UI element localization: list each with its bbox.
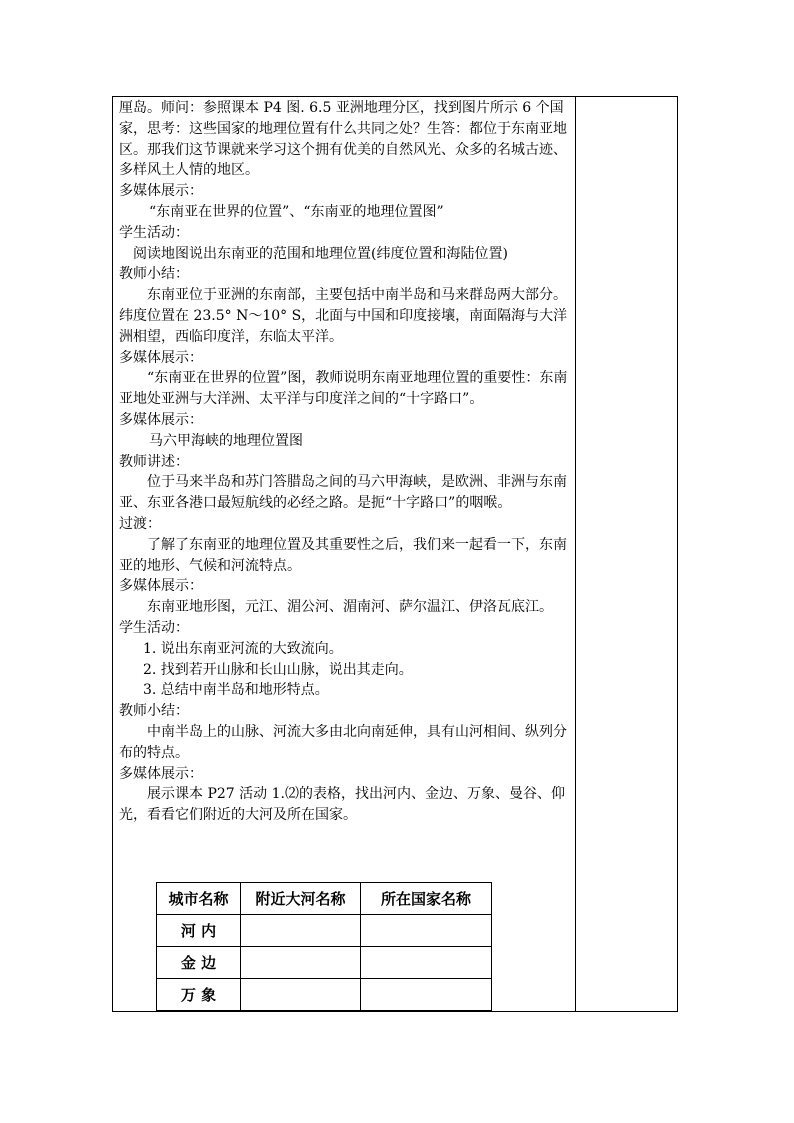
- paragraph: 位于马来半岛和苏门答腊岛之间的马六甲海峡，是欧洲、非洲与东南亚、东亚各港口最短航线的必经之路。是扼“十字路口”的咽喉。: [119, 474, 567, 512]
- column-divider: [575, 96, 576, 1012]
- lesson-paragraphs: [119, 98, 571, 639]
- list-item: 3. 总结中南半岛和地形特点。: [143, 682, 329, 699]
- header-city: 城市名称: [157, 883, 241, 915]
- lesson-content: [119, 98, 571, 826]
- list-item: 2. 找到若开山脉和长山山脉，说出其走向。: [143, 661, 413, 678]
- country-cell: [361, 915, 492, 947]
- city-cell: 万 象: [157, 979, 241, 1011]
- paragraph: 马六甲海峡的地理位置图: [149, 432, 303, 449]
- paragraph: 了解了东南亚的地理位置及其重要性之后，我们来一起看一下，东南亚的地形、气候和河流特点。: [119, 536, 567, 574]
- paragraph: 展示课本 P27 活动 1.⑵的表格，找出河内、金边、万象、曼谷、仰光，看看它们附近的大河及所在国家。: [119, 786, 565, 824]
- activity-list: [119, 639, 571, 701]
- paragraph: 教师讲述：: [119, 453, 189, 470]
- header-country: 所在国家名称: [361, 883, 492, 915]
- paragraph: 过渡：: [119, 515, 161, 532]
- paragraph: 东南亚地形图，元江、湄公河、湄南河、萨尔温江、伊洛瓦底江。: [147, 599, 553, 616]
- paragraph: 多媒体展示：: [119, 578, 203, 595]
- paragraph: 教师小结：: [119, 266, 189, 283]
- table-row: [157, 979, 492, 1011]
- paragraph: 厘岛。师问：参照课本 P4 图. 6.5 亚洲地理分区，找到图片所示 6 个国家，思考：这些国家的地理位置有什么共同之处？生答：都位于东南亚地区。那我们这节课就来学习这个拥有优美的自然风光、众多的名城古迹、多样风土人情的地区。: [119, 100, 567, 179]
- header-river: 附近大河名称: [241, 883, 361, 915]
- list-item: 1. 说出东南亚河流的大致流向。: [143, 640, 343, 657]
- paragraph: 多媒体展示：: [119, 411, 203, 428]
- lesson-paragraphs-2: [119, 701, 571, 826]
- paragraph: 中南半岛上的山脉、河流大多由北向南延伸，具有山河相间、纵列分布的特点。: [119, 723, 567, 761]
- country-cell: [361, 947, 492, 979]
- paragraph: 多媒体展示：: [119, 765, 203, 782]
- paragraph: “东南亚在世界的位置”图，教师说明东南亚地理位置的重要性：东南亚地处亚洲与大洋洲、太平洋与印度洋之间的“十字路口”。: [119, 370, 568, 408]
- river-cell: [241, 979, 361, 1011]
- paragraph: 东南亚位于亚洲的东南部，主要包括中南半岛和马来群岛两大部分。纬度位置在 23.5° N～10° S，北面与中国和印度接壤，南面隔海与大洋洲相望，西临印度洋，东临太平洋。: [119, 287, 568, 345]
- paragraph: 阅读地图说出东南亚的范围和地理位置(纬度位置和海陆位置): [133, 245, 508, 262]
- paragraph: 多媒体展示：: [119, 349, 203, 366]
- paragraph: 学生活动：: [119, 224, 189, 241]
- table-header-row: [157, 883, 492, 915]
- city-table: [156, 882, 492, 1011]
- river-cell: [241, 947, 361, 979]
- city-cell: 金 边: [157, 947, 241, 979]
- paragraph: “东南亚在世界的位置”、“东南亚的地理位置图”: [149, 203, 444, 220]
- river-cell: [241, 915, 361, 947]
- table-row: [157, 947, 492, 979]
- paragraph: 学生活动：: [119, 619, 189, 636]
- paragraph: 多媒体展示：: [119, 183, 203, 200]
- table-row: [157, 915, 492, 947]
- paragraph: 教师小结：: [119, 703, 189, 720]
- country-cell: [361, 979, 492, 1011]
- city-cell: 河 内: [157, 915, 241, 947]
